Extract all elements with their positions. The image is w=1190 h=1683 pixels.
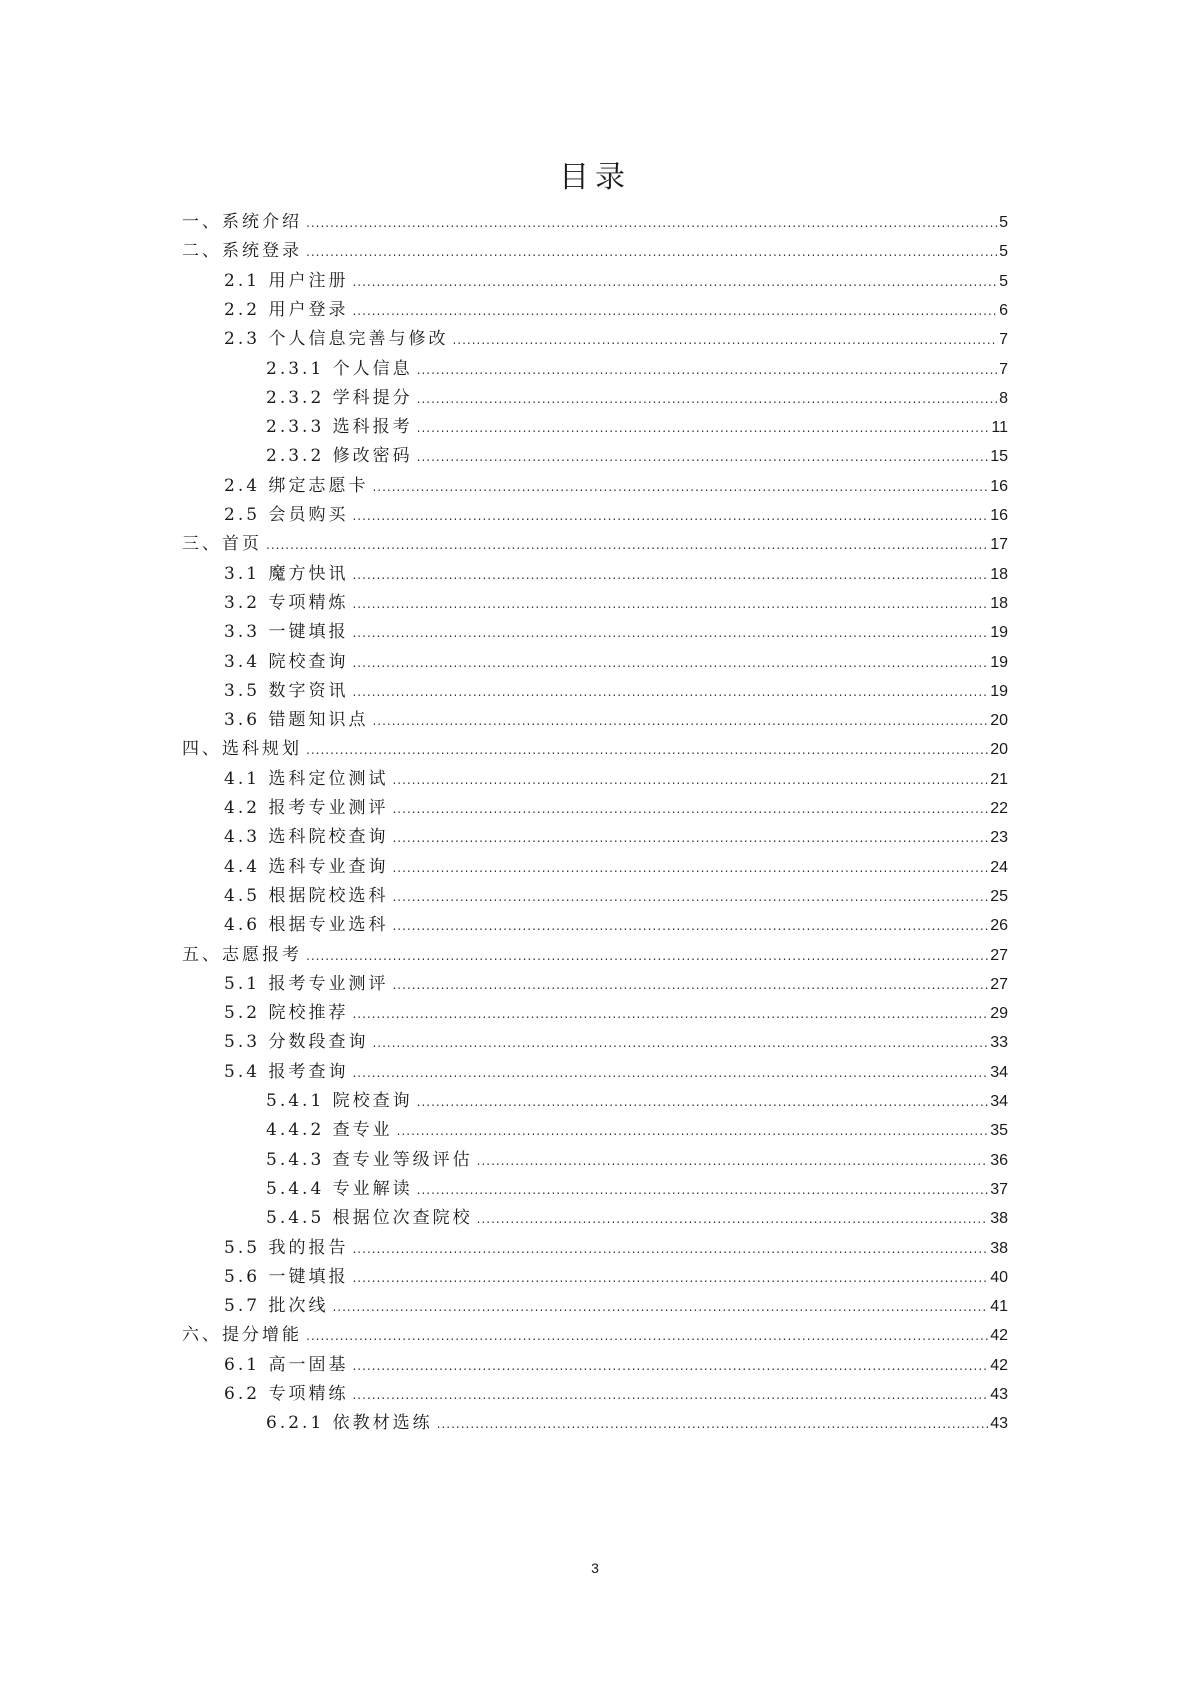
toc-entry[interactable] xyxy=(182,239,1008,270)
toc-leader-dots xyxy=(452,328,997,352)
toc-entry-label: 5.4.4 专业解读 xyxy=(266,1178,413,1199)
toc-entry[interactable] xyxy=(266,357,1008,388)
toc-entry-page: 8 xyxy=(999,389,1008,407)
toc-leader-dots xyxy=(352,270,997,294)
toc-entry-page: 37 xyxy=(990,1180,1008,1198)
toc-entry-page: 40 xyxy=(990,1268,1008,1286)
toc-entry-label: 5.1 报考专业测评 xyxy=(224,973,389,994)
toc-entry-label: 6.1 高一固基 xyxy=(224,1354,349,1375)
toc-entry-label: 3.6 错题知识点 xyxy=(224,710,369,731)
toc-entry-label: 5.4 报考查询 xyxy=(224,1061,349,1082)
toc-entry-page: 20 xyxy=(990,741,1008,759)
toc-entry-page: 16 xyxy=(990,507,1008,524)
toc-leader-dots xyxy=(392,768,988,792)
toc-entry-label: 二、系统登录 xyxy=(182,241,302,262)
toc-entry-page: 43 xyxy=(990,1386,1008,1403)
toc-entry-page: 38 xyxy=(990,1210,1008,1228)
toc-leader-dots xyxy=(352,680,988,704)
toc-entry-page: 25 xyxy=(990,887,1008,905)
toc-entry-page: 11 xyxy=(991,419,1008,437)
toc-entry-page: 29 xyxy=(990,1005,1008,1023)
toc-entry-label: 6.2.1 依教材选练 xyxy=(266,1413,433,1434)
toc-leader-dots xyxy=(417,416,990,440)
toc-leader-dots xyxy=(352,1002,988,1026)
toc-leader-dots xyxy=(352,592,988,616)
toc-entry-label: 2.5 会员购买 xyxy=(224,505,349,525)
toc-leader-dots xyxy=(417,445,989,469)
toc-entry-label: 5.2 院校推荐 xyxy=(224,1003,349,1024)
toc-entry-label: 4.1 选科定位测试 xyxy=(224,768,389,789)
toc-entry-label: 3.3 一键填报 xyxy=(224,622,349,643)
toc-entry[interactable] xyxy=(266,1177,1008,1208)
toc-leader-dots xyxy=(352,1383,988,1407)
toc-entry[interactable] xyxy=(224,767,1008,798)
toc-entry[interactable] xyxy=(224,913,1008,944)
toc-entry-label: 4.4.2 查专业 xyxy=(266,1120,393,1141)
toc-entry-page: 34 xyxy=(990,1063,1008,1081)
toc-leader-dots xyxy=(352,504,988,528)
toc-entry[interactable] xyxy=(224,884,1008,915)
toc-leader-dots xyxy=(437,1412,989,1436)
toc-entry-label: 4.4 选科专业查询 xyxy=(224,856,389,877)
toc-entry-page: 42 xyxy=(990,1327,1008,1345)
toc-entry-page: 41 xyxy=(990,1298,1008,1316)
toc-entry-label: 一、系统介绍 xyxy=(182,212,302,232)
toc-entry-page: 43 xyxy=(990,1415,1008,1433)
toc-entry[interactable] xyxy=(182,943,1008,974)
toc-entry-page: 15 xyxy=(990,448,1008,466)
toc-entry-page: 7 xyxy=(999,360,1008,378)
toc-entry[interactable] xyxy=(182,1323,1008,1354)
toc-entry[interactable] xyxy=(266,1206,1008,1237)
toc-leader-dots xyxy=(392,914,988,938)
toc-leader-dots xyxy=(417,1090,989,1114)
toc-entry-page: 27 xyxy=(990,946,1008,964)
toc-entry-page: 38 xyxy=(990,1239,1008,1257)
toc-entry-label: 四、选科规划 xyxy=(182,739,302,760)
toc-leader-dots xyxy=(352,1354,988,1378)
toc-entry-label: 4.5 根据院校选科 xyxy=(224,885,389,906)
toc-entry[interactable] xyxy=(224,269,1008,300)
toc-entry-label: 5.4.3 查专业等级评估 xyxy=(266,1149,473,1170)
toc-entry[interactable] xyxy=(182,210,1008,241)
toc-leader-dots xyxy=(352,299,997,323)
toc-entry-page: 23 xyxy=(990,829,1008,847)
toc-entry[interactable] xyxy=(224,562,1008,593)
toc-leader-dots xyxy=(332,1295,988,1319)
toc-leader-dots xyxy=(306,240,997,264)
toc-leader-dots xyxy=(372,475,988,499)
toc-entry-label: 五、志愿报考 xyxy=(182,944,302,965)
toc-entry-label: 2.3.3 选科报考 xyxy=(266,417,413,438)
toc-entry[interactable] xyxy=(224,1030,1008,1061)
toc-leader-dots xyxy=(372,1031,988,1055)
toc-entry-label: 5.4.1 院校查询 xyxy=(266,1091,413,1111)
toc-entry[interactable] xyxy=(266,415,1008,446)
toc-leader-dots xyxy=(352,1061,988,1085)
toc-entry-label: 2.3 个人信息完善与修改 xyxy=(224,329,449,350)
toc-entry-label: 6.2 专项精练 xyxy=(224,1384,349,1404)
toc-entry-page: 22 xyxy=(990,800,1008,817)
toc-entry[interactable] xyxy=(224,1265,1008,1296)
toc-entry[interactable] xyxy=(224,1060,1008,1091)
toc-entry-page: 16 xyxy=(990,477,1008,495)
toc-entry[interactable] xyxy=(224,1001,1008,1032)
toc-entry[interactable] xyxy=(224,1236,1008,1267)
toc-entry[interactable] xyxy=(182,737,1008,768)
toc-entry-label: 2.4 绑定志愿卡 xyxy=(224,475,369,496)
toc-entry-label: 4.2 报考专业测评 xyxy=(224,798,389,818)
toc-entry-page: 42 xyxy=(990,1356,1008,1374)
toc-entry-page: 33 xyxy=(990,1034,1008,1052)
toc-leader-dots xyxy=(392,885,988,909)
toc-entry-page: 35 xyxy=(990,1122,1008,1140)
toc-entry[interactable] xyxy=(224,1353,1008,1384)
toc-leader-dots xyxy=(352,1237,988,1261)
toc-entry-label: 2.3.2 修改密码 xyxy=(266,446,413,467)
toc-entry-page: 26 xyxy=(990,917,1008,935)
toc-leader-dots xyxy=(417,358,997,382)
toc-leader-dots xyxy=(306,944,988,968)
toc-leader-dots xyxy=(397,1119,989,1143)
toc-entry[interactable] xyxy=(266,1118,1008,1149)
toc-entry-label: 3.4 院校查询 xyxy=(224,651,349,672)
toc-entry[interactable] xyxy=(224,650,1008,681)
toc-entry[interactable] xyxy=(224,679,1008,710)
toc-entry[interactable] xyxy=(266,1148,1008,1179)
toc-entry[interactable] xyxy=(224,825,1008,856)
toc-entry-label: 5.4.5 根据位次查院校 xyxy=(266,1208,473,1229)
toc-entry-label: 六、提分增能 xyxy=(182,1325,302,1346)
toc-entry-label: 三、首页 xyxy=(182,534,262,555)
toc-entry-label: 2.2 用户登录 xyxy=(224,299,349,320)
toc-entry-label: 5.3 分数段查询 xyxy=(224,1032,369,1053)
toc-entry-page: 19 xyxy=(990,653,1008,671)
toc-leader-dots xyxy=(477,1207,989,1231)
toc-entry-page: 18 xyxy=(990,594,1008,612)
toc-leader-dots xyxy=(392,826,988,850)
toc-entry-page: 5 xyxy=(999,272,1008,290)
toc-entry-label: 3.2 专项精炼 xyxy=(224,592,349,613)
toc-entry-page: 6 xyxy=(999,301,1008,319)
toc-entry-page: 17 xyxy=(990,536,1008,554)
toc-entry-label: 5.7 批次线 xyxy=(224,1296,329,1317)
toc-leader-dots xyxy=(372,709,988,733)
toc-entry[interactable] xyxy=(224,796,1008,827)
toc-entry-label: 4.6 根据专业选科 xyxy=(224,915,389,936)
toc-entry-page: 7 xyxy=(999,331,1008,349)
toc-entry[interactable] xyxy=(224,1294,1008,1325)
toc-entry[interactable] xyxy=(266,1089,1008,1120)
toc-leader-dots xyxy=(352,621,988,645)
toc-entry-label: 5.6 一键填报 xyxy=(224,1266,349,1287)
toc-entry[interactable] xyxy=(224,298,1008,329)
toc-leader-dots xyxy=(352,1266,988,1290)
toc-entry-page: 34 xyxy=(990,1093,1008,1110)
toc-leader-dots xyxy=(392,797,988,821)
toc-entry-label: 3.1 魔方快讯 xyxy=(224,563,349,584)
toc-entry-label: 2.3.1 个人信息 xyxy=(266,358,413,379)
toc-entry-page: 5 xyxy=(999,214,1008,231)
toc-entry-page: 18 xyxy=(990,565,1008,583)
toc-entry-page: 5 xyxy=(999,243,1008,261)
toc-entry[interactable] xyxy=(224,474,1008,505)
toc-entry-label: 5.5 我的报告 xyxy=(224,1237,349,1258)
toc-entry-page: 19 xyxy=(990,682,1008,700)
toc-entry-page: 19 xyxy=(990,624,1008,642)
toc-entry-label: 2.3.2 学科提分 xyxy=(266,387,413,408)
toc-entry-page: 27 xyxy=(990,975,1008,993)
toc-entry[interactable] xyxy=(266,386,1008,417)
toc-entry[interactable] xyxy=(182,532,1008,563)
toc-entry-label: 2.1 用户注册 xyxy=(224,270,349,291)
toc-entry-page: 20 xyxy=(990,712,1008,730)
toc-leader-dots xyxy=(306,738,988,762)
toc-leader-dots xyxy=(417,1178,989,1202)
toc-entry[interactable] xyxy=(266,444,1008,475)
toc-leader-dots xyxy=(477,1149,989,1173)
toc-entry[interactable] xyxy=(224,708,1008,739)
toc-entry[interactable] xyxy=(266,1411,1008,1442)
toc-entry-label: 3.5 数字资讯 xyxy=(224,680,349,701)
toc-leader-dots xyxy=(306,211,997,235)
toc-entry[interactable] xyxy=(224,620,1008,651)
toc-entry-page: 24 xyxy=(990,858,1008,876)
toc-entry[interactable] xyxy=(224,855,1008,886)
toc-entry[interactable] xyxy=(224,972,1008,1003)
toc-entry[interactable] xyxy=(224,503,1008,534)
toc-leader-dots xyxy=(352,651,988,675)
toc-entry-page: 21 xyxy=(990,770,1008,788)
toc-leader-dots xyxy=(392,856,988,880)
toc-leader-dots xyxy=(417,387,997,411)
page-title: 目录 xyxy=(559,160,631,195)
toc-entry[interactable] xyxy=(224,1382,1008,1413)
toc-leader-dots xyxy=(352,563,988,587)
toc-entry-page: 36 xyxy=(990,1151,1008,1169)
toc-leader-dots xyxy=(392,973,988,997)
toc-leader-dots xyxy=(266,533,988,557)
toc-entry[interactable] xyxy=(224,591,1008,622)
toc-entry-label: 4.3 选科院校查询 xyxy=(224,827,389,848)
toc-leader-dots xyxy=(306,1324,988,1348)
page-number: 3 xyxy=(591,1560,599,1576)
toc-entry[interactable] xyxy=(224,327,1008,358)
